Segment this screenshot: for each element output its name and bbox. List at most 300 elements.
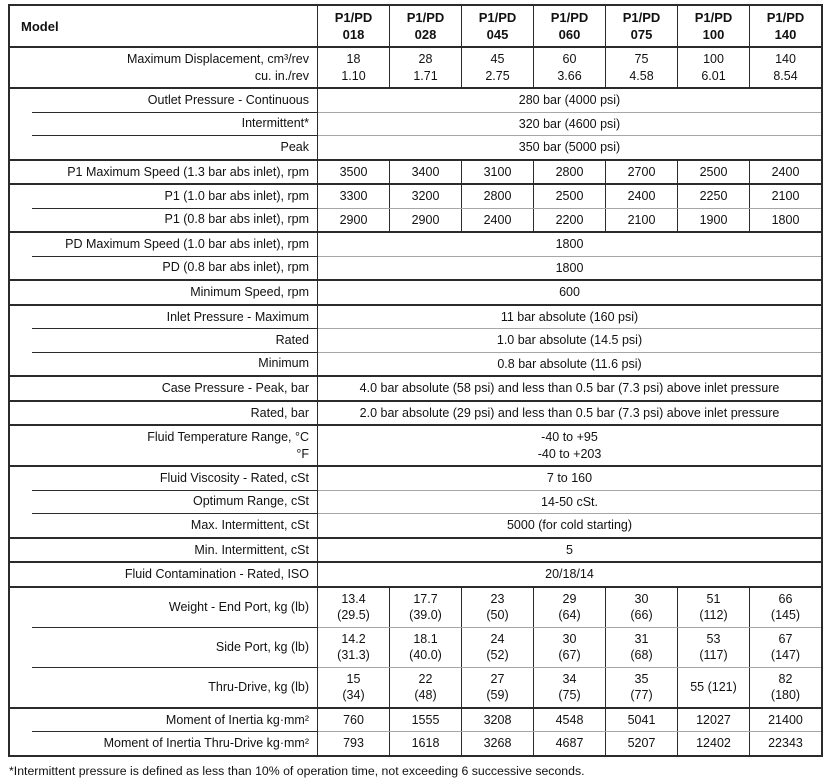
value-line: 31	[634, 631, 649, 646]
value-cell	[389, 161, 461, 184]
value-cell	[533, 628, 605, 667]
value-span	[318, 491, 821, 514]
value-cell	[318, 209, 389, 232]
spec-row-fluid-viscosity-optimum	[10, 490, 821, 514]
row-label	[10, 135, 318, 159]
row-label-line: cu. in./rev	[254, 68, 309, 83]
value-line: 27	[490, 671, 505, 686]
value-cell	[605, 185, 677, 208]
value-line: 3208	[483, 712, 512, 727]
row-values	[318, 281, 821, 304]
row-label-line: Case Pressure - Peak, bar	[161, 381, 309, 396]
row-label-line: Moment of Inertia kg·mm²	[165, 712, 309, 727]
value-line: (29.5)	[337, 608, 370, 623]
row-values	[318, 233, 821, 256]
value-line: 12027	[696, 712, 731, 727]
value-cell	[389, 709, 461, 732]
spec-row-outlet-pressure-peak	[10, 135, 821, 159]
value-line: (147)	[770, 648, 801, 663]
spec-row-fluid-viscosity-min-intermittent	[10, 537, 821, 562]
value-cell	[461, 732, 533, 755]
column-header	[677, 6, 749, 46]
row-values	[318, 709, 821, 732]
row-label-line: Max. Intermittent, cSt	[190, 517, 309, 532]
value-cell	[749, 209, 821, 232]
value-line: 75	[634, 52, 649, 67]
column-header-line: P1/PD	[550, 10, 589, 25]
value-line: 1.71	[413, 68, 438, 83]
row-label	[10, 306, 318, 329]
value-line: (59)	[486, 688, 509, 703]
value-span	[318, 377, 821, 400]
value-line: 5041	[627, 712, 656, 727]
value-cell	[749, 185, 821, 208]
value-span	[318, 136, 821, 159]
value-line: 3268	[483, 736, 512, 751]
value-line: (68)	[630, 648, 653, 663]
value-cell	[749, 48, 821, 87]
value-cell	[749, 161, 821, 184]
value-line: 3100	[483, 164, 512, 179]
row-label-line: Thru-Drive, kg (lb)	[208, 679, 309, 694]
value-cell	[389, 588, 461, 627]
value-cell	[677, 185, 749, 208]
column-header	[749, 6, 821, 46]
value-line: 53	[706, 631, 721, 646]
row-values	[318, 208, 821, 232]
spec-row-pd-speed-0-8bar	[10, 256, 821, 280]
row-label-line: Maximum Displacement, cm³/rev	[127, 52, 309, 67]
row-label	[10, 112, 318, 136]
row-values	[318, 135, 821, 159]
value-span	[318, 402, 821, 425]
value-line: 2100	[627, 212, 656, 227]
value-cell	[461, 161, 533, 184]
value-line: 320 bar (4600 psi)	[518, 116, 621, 131]
value-cell	[605, 732, 677, 755]
value-line: 45	[490, 52, 505, 67]
value-cell	[605, 161, 677, 184]
row-label	[10, 352, 318, 376]
row-values	[318, 513, 821, 537]
value-cell	[389, 668, 461, 707]
value-cell	[677, 161, 749, 184]
value-line: 3500	[339, 164, 368, 179]
value-line: 2800	[483, 189, 512, 204]
value-line: 350 bar (5000 psi)	[518, 140, 621, 155]
row-label-line: PD Maximum Speed (1.0 bar abs inlet), rpm	[65, 237, 309, 252]
row-values	[318, 256, 821, 280]
row-label-line: Outlet Pressure - Continuous	[147, 93, 309, 108]
value-line: 60	[562, 52, 577, 67]
value-line: 82	[778, 671, 793, 686]
value-cell	[389, 48, 461, 87]
value-line: 2400	[483, 212, 512, 227]
column-header-line: 018	[342, 27, 365, 43]
spec-row-pd-max-speed-1-0bar	[10, 231, 821, 256]
value-line: 4548	[555, 712, 584, 727]
row-label	[10, 627, 318, 667]
row-values	[318, 667, 821, 707]
spec-row-minimum-speed	[10, 279, 821, 304]
spec-row-inlet-pressure-rated	[10, 328, 821, 352]
value-cell	[461, 709, 533, 732]
row-label-line: Fluid Contamination - Rated, ISO	[124, 567, 309, 582]
row-label	[10, 48, 318, 87]
value-cell	[677, 628, 749, 667]
row-label	[10, 588, 318, 627]
value-line: 55 (121)	[690, 680, 737, 695]
value-line: 22	[418, 671, 433, 686]
spec-row-p1-speed-0-8bar	[10, 208, 821, 232]
value-cell	[533, 732, 605, 755]
value-line: 67	[778, 631, 793, 646]
value-line: 5000 (for cold starting)	[506, 518, 633, 533]
value-line: 5	[566, 542, 573, 557]
value-line: (31.3)	[337, 648, 370, 663]
row-label-line: P1 (1.0 bar abs inlet), rpm	[164, 189, 309, 204]
row-label-line: Optimum Range, cSt	[192, 494, 309, 509]
value-line: 1555	[411, 712, 440, 727]
row-label	[10, 208, 318, 232]
value-line: 1800	[771, 212, 800, 227]
value-cell	[461, 588, 533, 627]
value-cell	[605, 588, 677, 627]
value-cell	[605, 668, 677, 707]
value-cell	[533, 588, 605, 627]
value-cell	[677, 48, 749, 87]
value-line: 2700	[627, 164, 656, 179]
value-line: (77)	[630, 688, 653, 703]
value-line: 2900	[339, 212, 368, 227]
row-label	[10, 513, 318, 537]
value-span	[318, 113, 821, 136]
value-line: 11 bar absolute (160 psi)	[500, 309, 639, 324]
value-line: 1.0 bar absolute (14.5 psi)	[496, 333, 643, 348]
row-label-line: Min. Intermittent, cSt	[194, 542, 309, 557]
spec-row-inlet-pressure-maximum	[10, 304, 821, 329]
value-cell	[461, 628, 533, 667]
value-cell	[605, 48, 677, 87]
row-label-line: Fluid Viscosity - Rated, cSt	[159, 471, 309, 486]
value-line: 3.66	[557, 68, 582, 83]
row-values	[318, 588, 821, 627]
column-header-line: P1/PD	[766, 10, 805, 25]
value-line: 2800	[555, 164, 584, 179]
value-line: (48)	[414, 688, 437, 703]
spec-row-fluid-viscosity-rated	[10, 465, 821, 490]
column-header-line: P1/PD	[622, 10, 661, 25]
value-span	[318, 233, 821, 256]
value-line: 23	[490, 591, 505, 606]
column-header	[318, 6, 389, 46]
value-cell	[461, 48, 533, 87]
row-values	[318, 490, 821, 514]
row-label-line: Moment of Inertia Thru-Drive kg·mm²	[103, 735, 309, 750]
value-line: 100	[703, 52, 724, 67]
value-line: (75)	[558, 688, 581, 703]
value-cell	[533, 185, 605, 208]
row-values	[318, 731, 821, 755]
value-cell	[318, 588, 389, 627]
row-label-line: Rated	[275, 332, 309, 347]
value-line: 30	[634, 591, 649, 606]
value-line: 34	[562, 671, 577, 686]
value-span	[318, 467, 821, 490]
value-line: 2.0 bar absolute (29 psi) and less than 0.5 bar (7.3 psi) above inlet pressure	[359, 405, 780, 420]
value-line: 2200	[555, 212, 584, 227]
row-label	[10, 233, 318, 256]
value-line: 28	[418, 52, 433, 67]
row-label	[10, 185, 318, 208]
row-label	[10, 731, 318, 755]
value-cell	[677, 732, 749, 755]
value-span	[318, 257, 821, 280]
value-line: (34)	[342, 688, 365, 703]
row-values	[318, 185, 821, 208]
spec-row-weight-side-port	[10, 627, 821, 667]
value-line: (180)	[770, 688, 801, 703]
row-label-line: Side Port, kg (lb)	[215, 639, 309, 654]
value-line: 2500	[699, 164, 728, 179]
spec-row-weight-thru-drive	[10, 667, 821, 707]
value-line: 20/18/14	[545, 567, 594, 582]
spec-table	[8, 4, 823, 757]
value-cell	[389, 732, 461, 755]
row-values	[318, 112, 821, 136]
column-header-line: P1/PD	[694, 10, 733, 25]
value-span	[318, 89, 821, 112]
row-label-line: Intermittent*	[241, 116, 309, 131]
row-label	[10, 539, 318, 562]
value-cell	[533, 209, 605, 232]
row-label	[10, 377, 318, 400]
value-line: 35	[634, 671, 649, 686]
value-line: 280 bar (4000 psi)	[518, 93, 621, 108]
value-cell	[605, 709, 677, 732]
row-values	[318, 426, 821, 465]
value-cell	[605, 628, 677, 667]
value-line: 2250	[699, 189, 728, 204]
row-label-line: Inlet Pressure - Maximum	[166, 309, 309, 324]
row-values	[318, 328, 821, 352]
value-line: 0.8 bar absolute (11.6 psi)	[497, 356, 642, 371]
column-header-line: 140	[774, 27, 797, 43]
spec-row-case-pressure-rated	[10, 400, 821, 425]
value-line: 3400	[411, 164, 440, 179]
value-cell	[318, 48, 389, 87]
row-label	[10, 667, 318, 707]
header-columns	[318, 6, 821, 46]
row-label	[10, 328, 318, 352]
value-line: 2400	[627, 189, 656, 204]
value-line: 2500	[555, 189, 584, 204]
value-line: 14.2	[341, 631, 366, 646]
row-values	[318, 627, 821, 667]
value-line: -40 to +203	[537, 446, 602, 461]
value-line: 24	[490, 631, 505, 646]
row-label-line: P1 (0.8 bar abs inlet), rpm	[164, 212, 309, 227]
value-cell	[533, 161, 605, 184]
value-cell	[389, 185, 461, 208]
value-line: 600	[559, 285, 580, 300]
spec-row-fluid-temperature-range	[10, 424, 821, 465]
value-line: 1.10	[341, 68, 366, 83]
value-line: 140	[775, 52, 796, 67]
value-cell	[677, 668, 749, 707]
value-cell	[389, 209, 461, 232]
spec-row-fluid-contamination-rated	[10, 561, 821, 586]
value-line: 3200	[411, 189, 440, 204]
value-line: 1618	[411, 736, 440, 751]
column-header-line: 100	[702, 27, 725, 43]
value-line: 760	[343, 712, 364, 727]
value-cell	[318, 161, 389, 184]
value-span	[318, 306, 821, 329]
value-span	[318, 426, 821, 465]
value-cell	[533, 48, 605, 87]
value-cell	[605, 209, 677, 232]
spec-rows	[10, 46, 821, 755]
value-span	[318, 353, 821, 376]
value-cell	[677, 588, 749, 627]
value-cell	[749, 732, 821, 755]
value-cell	[461, 668, 533, 707]
value-span	[318, 539, 821, 562]
value-line: (50)	[486, 608, 509, 623]
value-line: 17.7	[413, 591, 438, 606]
value-cell	[461, 185, 533, 208]
spec-row-moment-of-inertia-thru-drive	[10, 731, 821, 755]
value-cell	[749, 588, 821, 627]
value-cell	[749, 628, 821, 667]
value-line: 51	[706, 591, 721, 606]
value-line: 18	[346, 52, 361, 67]
row-values	[318, 402, 821, 425]
spec-row-inlet-pressure-minimum	[10, 352, 821, 376]
row-values	[318, 306, 821, 329]
value-line: 30	[562, 631, 577, 646]
column-header-line: 028	[414, 27, 437, 43]
value-line: 2900	[411, 212, 440, 227]
value-line: 1800	[555, 260, 584, 275]
row-label-line: Minimum	[258, 356, 309, 371]
column-header	[389, 6, 461, 46]
column-header-line: P1/PD	[406, 10, 445, 25]
value-span	[318, 281, 821, 304]
value-line: 13.4	[341, 591, 366, 606]
value-line: 1800	[555, 237, 584, 252]
spec-row-case-pressure-peak	[10, 375, 821, 400]
value-cell	[389, 628, 461, 667]
row-label-line: P1 Maximum Speed (1.3 bar abs inlet), rpm	[67, 164, 309, 179]
value-line: 3300	[339, 189, 368, 204]
value-line: 2100	[771, 189, 800, 204]
value-cell	[749, 709, 821, 732]
value-line: 14-50 cSt.	[541, 494, 598, 509]
row-label-line: °F	[296, 446, 309, 461]
value-line: 4.0 bar absolute (58 psi) and less than 0.5 bar (7.3 psi) above inlet pressure	[359, 381, 780, 396]
spec-row-max-displacement	[10, 46, 821, 87]
value-span	[318, 329, 821, 352]
column-header-line: 045	[486, 27, 509, 43]
row-label	[10, 281, 318, 304]
column-header	[605, 6, 677, 46]
row-values	[318, 467, 821, 490]
value-cell	[533, 668, 605, 707]
row-values	[318, 161, 821, 184]
value-line: 29	[562, 591, 577, 606]
value-cell	[677, 209, 749, 232]
value-cell	[318, 668, 389, 707]
spec-row-outlet-pressure-intermittent	[10, 112, 821, 136]
value-line: 7 to 160	[546, 471, 593, 486]
value-line: (52)	[486, 648, 509, 663]
value-line: 21400	[768, 712, 803, 727]
column-header	[461, 6, 533, 46]
row-label	[10, 161, 318, 184]
spec-row-p1-speed-1-0bar	[10, 183, 821, 208]
value-cell	[677, 709, 749, 732]
row-label-line: PD (0.8 bar abs inlet), rpm	[162, 260, 309, 275]
row-label-line: Peak	[280, 139, 309, 154]
value-cell	[318, 628, 389, 667]
row-values	[318, 48, 821, 87]
value-cell	[749, 668, 821, 707]
value-line: 5207	[627, 736, 656, 751]
column-header	[533, 6, 605, 46]
value-cell	[533, 709, 605, 732]
column-header-line: P1/PD	[334, 10, 373, 25]
value-line: 18.1	[413, 631, 438, 646]
value-line: 22343	[768, 736, 803, 751]
value-line: 4.58	[629, 68, 654, 83]
value-line: 66	[778, 591, 793, 606]
spec-row-p1-max-speed-1-3bar	[10, 159, 821, 184]
column-header-line: 075	[630, 27, 653, 43]
row-label	[10, 563, 318, 586]
model-label: Model	[21, 18, 59, 34]
row-values	[318, 352, 821, 376]
value-line: 1900	[699, 212, 728, 227]
value-line: (145)	[770, 608, 801, 623]
value-line: (117)	[699, 648, 728, 663]
value-line: 6.01	[701, 68, 726, 83]
row-label-line: Minimum Speed, rpm	[190, 285, 309, 300]
value-line: (67)	[558, 648, 581, 663]
row-label-line: Weight - End Port, kg (lb)	[168, 600, 309, 615]
row-values	[318, 539, 821, 562]
column-header-line: P1/PD	[478, 10, 517, 25]
value-line: 12402	[696, 736, 731, 751]
value-line: (66)	[630, 608, 653, 623]
column-header-line: 060	[558, 27, 581, 43]
row-label	[10, 402, 318, 425]
value-line: 2400	[771, 164, 800, 179]
row-label	[10, 490, 318, 514]
value-span	[318, 514, 821, 537]
value-line: (39.0)	[409, 608, 442, 623]
footnote: *Intermittent pressure is defined as less than 10% of operation time, not exceeding 6 successive seconds.	[9, 763, 585, 778]
row-label	[10, 256, 318, 280]
value-line: 8.54	[773, 68, 798, 83]
row-label	[10, 89, 318, 112]
row-values	[318, 563, 821, 586]
header-row	[10, 6, 821, 46]
spec-row-fluid-viscosity-max-intermittent	[10, 513, 821, 537]
row-label	[10, 467, 318, 490]
spec-row-weight-end-port	[10, 586, 821, 627]
